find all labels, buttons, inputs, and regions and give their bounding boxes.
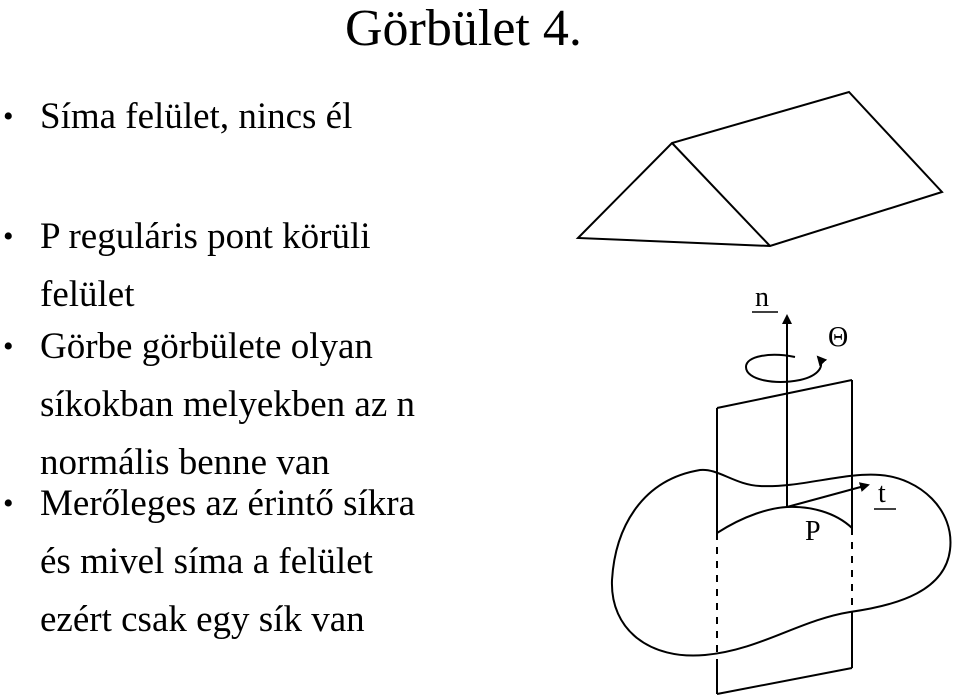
roof-edge <box>672 143 770 246</box>
plane-bottom-edge <box>717 668 852 694</box>
bullet-dot: • <box>3 330 14 363</box>
bullet-line: normális benne van <box>40 442 330 483</box>
bullet-line: Görbe görbülete olyan <box>40 326 373 367</box>
smooth-surface-drawing <box>612 282 951 694</box>
bullet-dot: • <box>3 487 14 520</box>
bullet-line: ezért csak egy sík van <box>40 599 365 640</box>
surface-patch <box>612 470 951 656</box>
point-label: P <box>805 516 821 547</box>
rotation-arrow <box>746 355 821 382</box>
bullet-line: Merőleges az érintő síkra <box>40 483 415 524</box>
bullet-line: P reguláris pont körüli <box>40 216 371 257</box>
bullet-line: felület <box>40 274 135 315</box>
bullet-dot: • <box>3 100 14 133</box>
theta-label: Θ <box>828 322 849 353</box>
bullet-line: síkokban melyekben az n <box>40 384 416 425</box>
slide-title: Görbület 4. <box>345 0 582 57</box>
plane-top-edge <box>717 380 852 408</box>
bullet-dot: • <box>3 220 14 253</box>
bullet-line: és mivel síma a felület <box>40 541 373 582</box>
normal-label: n <box>755 282 769 313</box>
roof-outline <box>578 92 942 246</box>
bullet-line: Síma felület, nincs él <box>40 96 353 137</box>
tangent-label: t <box>878 478 886 509</box>
edge-surface-drawing <box>578 92 942 246</box>
